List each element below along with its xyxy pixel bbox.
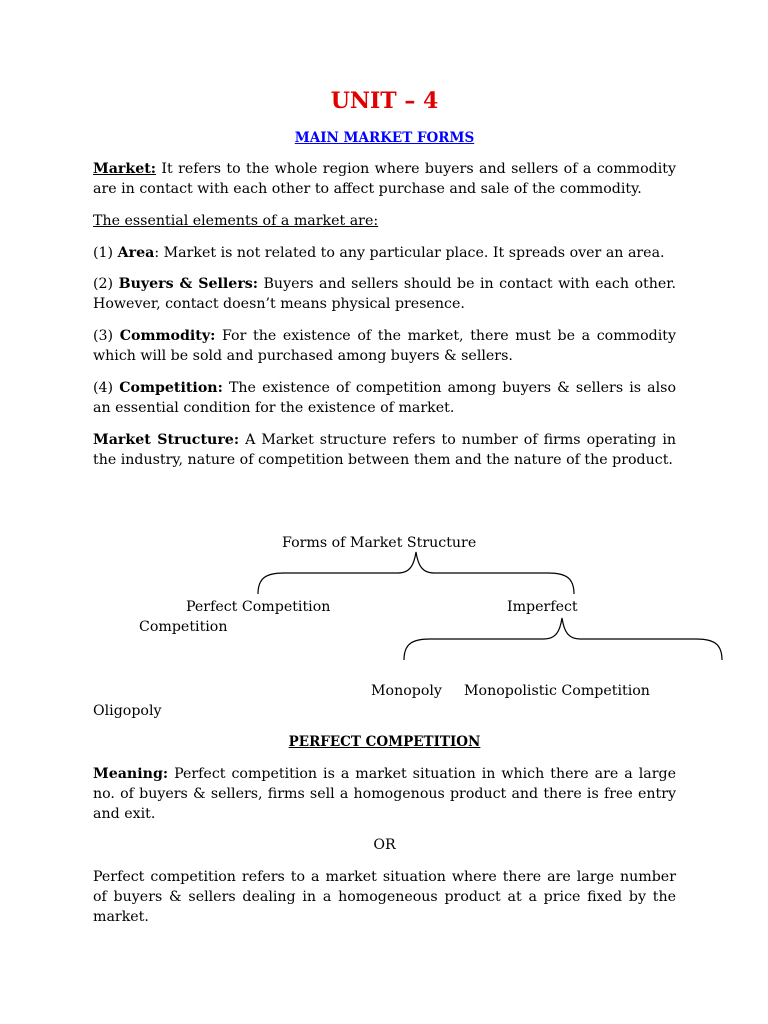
element-text: : Market is not related to any particular place. It spreads over an area.: [154, 245, 665, 261]
element-term: Commodity:: [119, 328, 216, 344]
definition-paragraph: Perfect competition refers to a market situation where there are large number of buyers & sellers dealing in a homogeneous product at a price fixed by the market.: [93, 869, 676, 925]
market-structure-definition: [93, 430, 676, 470]
diagram-perfect-label-line2: Competition: [139, 619, 228, 635]
market-definition: [93, 159, 676, 199]
unit-title: UNIT – 4: [330, 88, 439, 114]
element-term: Area: [117, 245, 155, 261]
element-competition: [93, 378, 676, 418]
element-number: (3): [93, 328, 120, 344]
market-structure-text: A Market structure refers to number of firms operating in the industry, nature of competition between them and the nature of the product.: [93, 432, 676, 468]
meaning-paragraph: [93, 764, 676, 824]
element-commodity: [93, 326, 676, 366]
element-buyers-sellers: [93, 274, 676, 314]
element-number: (2): [93, 276, 119, 292]
market-text: It refers to the whole region where buyers and sellers of a commodity are in contact with each other to affect purchase and sale of the commodity.: [93, 161, 676, 197]
main-heading: MAIN MARKET FORMS: [294, 130, 475, 146]
element-term: Buyers & Sellers:: [118, 276, 259, 292]
market-term: Market:: [93, 161, 157, 177]
element-text: Buyers and sellers should be in contact with each other. However, contact doesn’t means physical presence.: [93, 276, 676, 312]
diagram-perfect-label: Perfect Competition: [186, 599, 331, 615]
element-text: The existence of competition among buyers & sellers is also an essential condition for the existence of market.: [93, 380, 676, 416]
element-number: (1): [93, 245, 118, 261]
diagram-imperfect-label: Imperfect: [507, 599, 578, 615]
perfect-competition-heading: PERFECT COMPETITION: [288, 734, 481, 750]
elements-intro: The essential elements of a market are:: [93, 213, 379, 229]
diagram-root-label: Forms of Market Structure: [282, 535, 477, 551]
element-term: Competition:: [119, 380, 223, 396]
diagram-oligopoly-label: Oligopoly: [93, 703, 162, 719]
meaning-text: Perfect competition is a market situation in which there are a large no. of buyers & sellers, firms sell a homogenous product and there is free entry and exit.: [93, 766, 676, 822]
or-separator: OR: [373, 837, 396, 853]
meaning-term: Meaning:: [93, 766, 169, 782]
element-text: For the existence of the market, there must be a commodity which will be sold and purchased among buyers & sellers.: [93, 328, 676, 364]
element-number: (4): [93, 380, 120, 396]
element-area: [93, 243, 676, 263]
diagram-monopolistic-label: Monopolistic Competition: [464, 683, 650, 699]
market-structure-term: Market Structure:: [93, 432, 240, 448]
diagram-monopoly-label: Monopoly: [371, 683, 442, 699]
